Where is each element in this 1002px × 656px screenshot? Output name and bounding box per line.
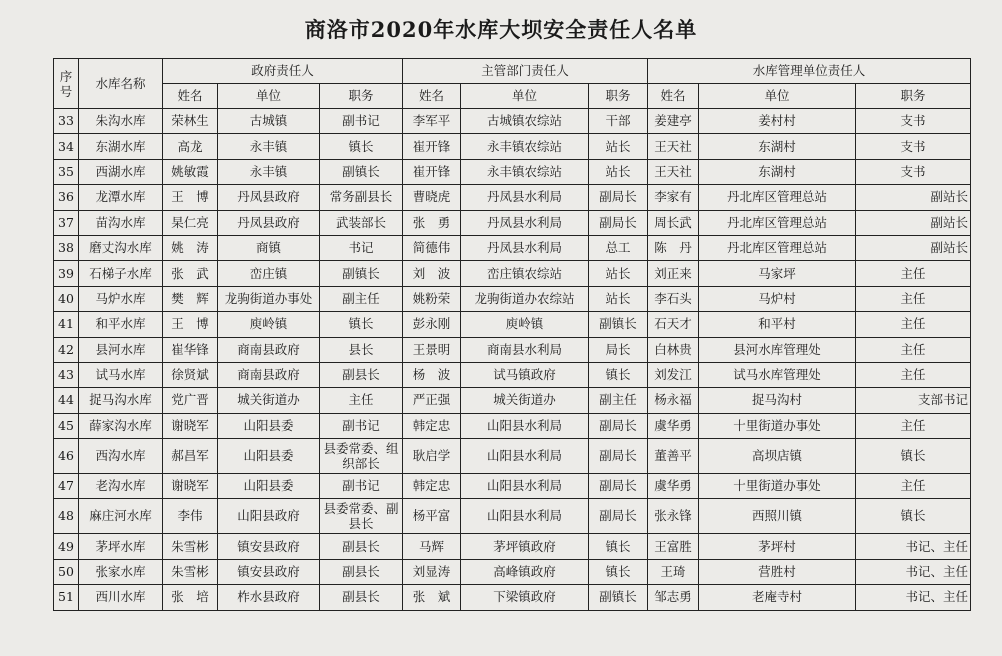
table-cell: 副站长 <box>856 210 971 235</box>
table-cell: 十里街道办事处 <box>699 474 856 499</box>
table-cell: 局长 <box>589 337 648 362</box>
table-cell: 副局长 <box>589 185 648 210</box>
table-cell: 镇长 <box>320 134 403 159</box>
table-cell: 县长 <box>320 337 403 362</box>
table-cell: 35 <box>54 159 79 184</box>
table-cell: 副站长 <box>856 185 971 210</box>
table-cell: 王富胜 <box>648 534 699 559</box>
table-cell: 马炉水库 <box>79 286 163 311</box>
table-cell: 马家坪 <box>699 261 856 286</box>
table-cell: 县委常委、组织部长 <box>320 439 403 474</box>
table-cell: 副局长 <box>589 474 648 499</box>
table-cell: 崔开锋 <box>403 159 461 184</box>
table-cell: 王天社 <box>648 159 699 184</box>
table-cell: 镇长 <box>856 439 971 474</box>
table-cell: 姚粉荣 <box>403 286 461 311</box>
table-cell: 东湖村 <box>699 159 856 184</box>
table-cell: 山阳县政府 <box>218 499 320 534</box>
table-cell: 副县长 <box>320 559 403 584</box>
header-mgmt: 水库管理单位责任人 <box>648 59 971 84</box>
table-cell: 东湖水库 <box>79 134 163 159</box>
table-row <box>54 499 971 534</box>
table-cell: 张 斌 <box>403 585 461 610</box>
table-cell: 杲仁亮 <box>163 210 218 235</box>
table-cell: 副书记 <box>320 474 403 499</box>
table-cell: 永丰镇农综站 <box>461 134 589 159</box>
table-cell: 谢晓军 <box>163 413 218 438</box>
table-cell: 主任 <box>856 312 971 337</box>
table-cell: 副局长 <box>589 413 648 438</box>
table-cell: 47 <box>54 474 79 499</box>
table-cell: 张 武 <box>163 261 218 286</box>
table-cell: 支书 <box>856 134 971 159</box>
table-cell: 县河水库管理处 <box>699 337 856 362</box>
table-cell: 徐贤斌 <box>163 362 218 387</box>
table-row <box>54 439 971 474</box>
table-cell: 副县长 <box>320 585 403 610</box>
table-cell: 43 <box>54 362 79 387</box>
table-cell: 耿启学 <box>403 439 461 474</box>
table-cell: 张家水库 <box>79 559 163 584</box>
table-row <box>54 210 971 235</box>
table-row <box>54 559 971 584</box>
table-cell: 刘发江 <box>648 362 699 387</box>
table-cell: 苗沟水库 <box>79 210 163 235</box>
table-row <box>54 312 971 337</box>
table-cell: 丹凤县政府 <box>218 210 320 235</box>
table-cell: 试马镇政府 <box>461 362 589 387</box>
table-cell: 镇长 <box>320 312 403 337</box>
table-cell: 龙驹街道办农综站 <box>461 286 589 311</box>
table-cell: 站长 <box>589 159 648 184</box>
table-cell: 李军平 <box>403 109 461 134</box>
table-cell: 副主任 <box>589 388 648 413</box>
table-cell: 崔华锋 <box>163 337 218 362</box>
responsibility-table <box>53 58 971 611</box>
table-cell: 丹凤县水利局 <box>461 185 589 210</box>
table-cell: 副局长 <box>589 499 648 534</box>
table-cell: 刘正来 <box>648 261 699 286</box>
table-row <box>54 585 971 610</box>
table-cell: 试马水库 <box>79 362 163 387</box>
table-cell: 商镇 <box>218 235 320 260</box>
table-row <box>54 337 971 362</box>
table-cell: 山阳县委 <box>218 413 320 438</box>
table-cell: 刘显涛 <box>403 559 461 584</box>
table-cell: 姜建亭 <box>648 109 699 134</box>
subheader-cell: 职务 <box>589 84 648 109</box>
table-cell: 51 <box>54 585 79 610</box>
table-cell: 李伟 <box>163 499 218 534</box>
table-cell: 37 <box>54 210 79 235</box>
table-cell: 副主任 <box>320 286 403 311</box>
table-cell: 44 <box>54 388 79 413</box>
table-cell: 干部 <box>589 109 648 134</box>
table-cell: 杨平富 <box>403 499 461 534</box>
table-cell: 虞华勇 <box>648 413 699 438</box>
table-cell: 主任 <box>856 362 971 387</box>
table-cell: 49 <box>54 534 79 559</box>
header-reservoir-name: 水库名称 <box>79 59 163 109</box>
table-cell: 丹凤县水利局 <box>461 235 589 260</box>
table-cell: 50 <box>54 559 79 584</box>
table-cell: 副局长 <box>589 439 648 474</box>
table-cell: 镇安县政府 <box>218 534 320 559</box>
table-cell: 白林贵 <box>648 337 699 362</box>
table-cell: 朱沟水库 <box>79 109 163 134</box>
subheader-cell: 职务 <box>856 84 971 109</box>
table-cell: 副镇长 <box>589 585 648 610</box>
table-cell: 龙驹街道办事处 <box>218 286 320 311</box>
table-cell: 山阳县委 <box>218 439 320 474</box>
page-title: 商洛市2020年水库大坝安全责任人名单 <box>304 17 698 42</box>
table-cell: 41 <box>54 312 79 337</box>
subheader-cell: 职务 <box>320 84 403 109</box>
table-cell: 镇安县政府 <box>218 559 320 584</box>
table-cell: 支书 <box>856 159 971 184</box>
table-cell: 镇长 <box>589 534 648 559</box>
table-cell: 古城镇农综站 <box>461 109 589 134</box>
table-cell: 简德伟 <box>403 235 461 260</box>
table-cell: 副镇长 <box>320 261 403 286</box>
table-cell: 书记、主任 <box>856 534 971 559</box>
table-cell: 丹凤县水利局 <box>461 210 589 235</box>
table-cell: 和平水库 <box>79 312 163 337</box>
table-cell: 谢晓军 <box>163 474 218 499</box>
table-cell: 试马水库管理处 <box>699 362 856 387</box>
table-cell: 高龙 <box>163 134 218 159</box>
table-cell: 石天才 <box>648 312 699 337</box>
table-cell: 龙潭水库 <box>79 185 163 210</box>
table-cell: 庾岭镇 <box>218 312 320 337</box>
table-cell: 46 <box>54 439 79 474</box>
table-cell: 城关街道办 <box>461 388 589 413</box>
subheader-cell: 单位 <box>218 84 320 109</box>
table-cell: 西沟水库 <box>79 439 163 474</box>
table-cell: 东湖村 <box>699 134 856 159</box>
table-cell: 韩定忠 <box>403 474 461 499</box>
table-cell: 永丰镇农综站 <box>461 159 589 184</box>
table-cell: 茅坪水库 <box>79 534 163 559</box>
table-cell: 书记 <box>320 235 403 260</box>
table-cell: 捉马沟村 <box>699 388 856 413</box>
table-cell: 39 <box>54 261 79 286</box>
table-cell: 镇长 <box>856 499 971 534</box>
table-cell: 副镇长 <box>589 312 648 337</box>
table-cell: 支书 <box>856 109 971 134</box>
table-cell: 营胜村 <box>699 559 856 584</box>
table-cell: 站长 <box>589 286 648 311</box>
table-cell: 周长武 <box>648 210 699 235</box>
table-cell: 杨 波 <box>403 362 461 387</box>
table-cell: 柞水县政府 <box>218 585 320 610</box>
table-cell: 西川水库 <box>79 585 163 610</box>
header-dept: 主管部门责任人 <box>403 59 648 84</box>
table-row <box>54 185 971 210</box>
table-row <box>54 534 971 559</box>
table-cell: 张永锋 <box>648 499 699 534</box>
table-cell: 荣林生 <box>163 109 218 134</box>
table-cell: 刘 波 <box>403 261 461 286</box>
table-row <box>54 134 971 159</box>
table-cell: 副镇长 <box>320 159 403 184</box>
table-cell: 48 <box>54 499 79 534</box>
table-cell: 书记、主任 <box>856 585 971 610</box>
table-cell: 山阳县水利局 <box>461 413 589 438</box>
table-cell: 总工 <box>589 235 648 260</box>
table-cell: 商南县水利局 <box>461 337 589 362</box>
table-cell: 城关街道办 <box>218 388 320 413</box>
table-cell: 虞华勇 <box>648 474 699 499</box>
table-cell: 38 <box>54 235 79 260</box>
table-cell: 彭永刚 <box>403 312 461 337</box>
table-cell: 副县长 <box>320 362 403 387</box>
table-cell: 副县长 <box>320 534 403 559</box>
table-cell: 副书记 <box>320 413 403 438</box>
table-cell: 书记、主任 <box>856 559 971 584</box>
table-cell: 站长 <box>589 134 648 159</box>
table-cell: 韩定忠 <box>403 413 461 438</box>
table-cell: 姜村村 <box>699 109 856 134</box>
table-cell: 34 <box>54 134 79 159</box>
subheader-cell: 姓名 <box>163 84 218 109</box>
table-cell: 马炉村 <box>699 286 856 311</box>
subheader-cell: 单位 <box>699 84 856 109</box>
table-row <box>54 286 971 311</box>
table-cell: 姚 涛 <box>163 235 218 260</box>
table-cell: 山阳县水利局 <box>461 499 589 534</box>
table-cell: 王天社 <box>648 134 699 159</box>
subheader-cell: 单位 <box>461 84 589 109</box>
table-cell: 庾岭镇 <box>461 312 589 337</box>
table-cell: 董善平 <box>648 439 699 474</box>
table-cell: 县委常委、副县长 <box>320 499 403 534</box>
header-seq: 序号 <box>54 59 79 109</box>
table-cell: 常务副县长 <box>320 185 403 210</box>
table-cell: 武装部长 <box>320 210 403 235</box>
table-cell: 高坝店镇 <box>699 439 856 474</box>
table-cell: 十里街道办事处 <box>699 413 856 438</box>
table-cell: 朱雪彬 <box>163 534 218 559</box>
table-cell: 王景明 <box>403 337 461 362</box>
table-cell: 主任 <box>856 413 971 438</box>
table-cell: 李家有 <box>648 185 699 210</box>
table-cell: 42 <box>54 337 79 362</box>
table-cell: 茅坪村 <box>699 534 856 559</box>
table-cell: 山阳县水利局 <box>461 474 589 499</box>
table-cell: 镇长 <box>589 559 648 584</box>
table-row <box>54 413 971 438</box>
table-cell: 曹晓虎 <box>403 185 461 210</box>
table-cell: 捉马沟水库 <box>79 388 163 413</box>
table-cell: 主任 <box>856 261 971 286</box>
table-cell: 老沟水库 <box>79 474 163 499</box>
table-cell: 主任 <box>856 286 971 311</box>
table-cell: 和平村 <box>699 312 856 337</box>
subheader-cell: 姓名 <box>648 84 699 109</box>
subheader-cell: 姓名 <box>403 84 461 109</box>
table-cell: 县河水库 <box>79 337 163 362</box>
table-cell: 峦庄镇农综站 <box>461 261 589 286</box>
table-cell: 樊 辉 <box>163 286 218 311</box>
table-cell: 45 <box>54 413 79 438</box>
table-cell: 36 <box>54 185 79 210</box>
table-cell: 薛家沟水库 <box>79 413 163 438</box>
table-cell: 马辉 <box>403 534 461 559</box>
table-cell: 副站长 <box>856 235 971 260</box>
table-cell: 王 博 <box>163 312 218 337</box>
table-cell: 丹凤县政府 <box>218 185 320 210</box>
table-cell: 党广晋 <box>163 388 218 413</box>
table-cell: 石梯子水库 <box>79 261 163 286</box>
table-cell: 郝昌军 <box>163 439 218 474</box>
table-cell: 40 <box>54 286 79 311</box>
table-cell: 站长 <box>589 261 648 286</box>
table-cell: 副书记 <box>320 109 403 134</box>
table-cell: 33 <box>54 109 79 134</box>
table-cell: 主任 <box>856 337 971 362</box>
table-row <box>54 474 971 499</box>
table-cell: 丹北库区管理总站 <box>699 185 856 210</box>
table-cell: 姚敏霞 <box>163 159 218 184</box>
table-cell: 王 博 <box>163 185 218 210</box>
table-cell: 麻庄河水库 <box>79 499 163 534</box>
table-cell: 张 培 <box>163 585 218 610</box>
table-cell: 永丰镇 <box>218 134 320 159</box>
table-row <box>54 159 971 184</box>
table-cell: 丹北库区管理总站 <box>699 210 856 235</box>
table-cell: 商南县政府 <box>218 362 320 387</box>
table-cell: 古城镇 <box>218 109 320 134</box>
table-cell: 朱雪彬 <box>163 559 218 584</box>
table-cell: 张 勇 <box>403 210 461 235</box>
table-row <box>54 109 971 134</box>
table-cell: 主任 <box>320 388 403 413</box>
table-cell: 商南县政府 <box>218 337 320 362</box>
table-cell: 永丰镇 <box>218 159 320 184</box>
table-row <box>54 235 971 260</box>
table-cell: 严正强 <box>403 388 461 413</box>
table-cell: 山阳县水利局 <box>461 439 589 474</box>
table-cell: 峦庄镇 <box>218 261 320 286</box>
table-cell: 西照川镇 <box>699 499 856 534</box>
table-cell: 老庵寺村 <box>699 585 856 610</box>
table-cell: 高峰镇政府 <box>461 559 589 584</box>
table-cell: 崔开锋 <box>403 134 461 159</box>
table-cell: 镇长 <box>589 362 648 387</box>
table-cell: 陈 丹 <box>648 235 699 260</box>
table-row <box>54 261 971 286</box>
table-cell: 下梁镇政府 <box>461 585 589 610</box>
table-cell: 丹北库区管理总站 <box>699 235 856 260</box>
table-cell: 山阳县委 <box>218 474 320 499</box>
table-cell: 王琦 <box>648 559 699 584</box>
table-cell: 茅坪镇政府 <box>461 534 589 559</box>
table-cell: 副局长 <box>589 210 648 235</box>
table-cell: 邹志勇 <box>648 585 699 610</box>
table-cell: 支部书记 <box>856 388 971 413</box>
table-cell: 磨丈沟水库 <box>79 235 163 260</box>
table-cell: 李石头 <box>648 286 699 311</box>
table-cell: 杨永福 <box>648 388 699 413</box>
table-cell: 西湖水库 <box>79 159 163 184</box>
table-row <box>54 388 971 413</box>
table-row <box>54 362 971 387</box>
table-cell: 主任 <box>856 474 971 499</box>
header-gov: 政府责任人 <box>163 59 403 84</box>
